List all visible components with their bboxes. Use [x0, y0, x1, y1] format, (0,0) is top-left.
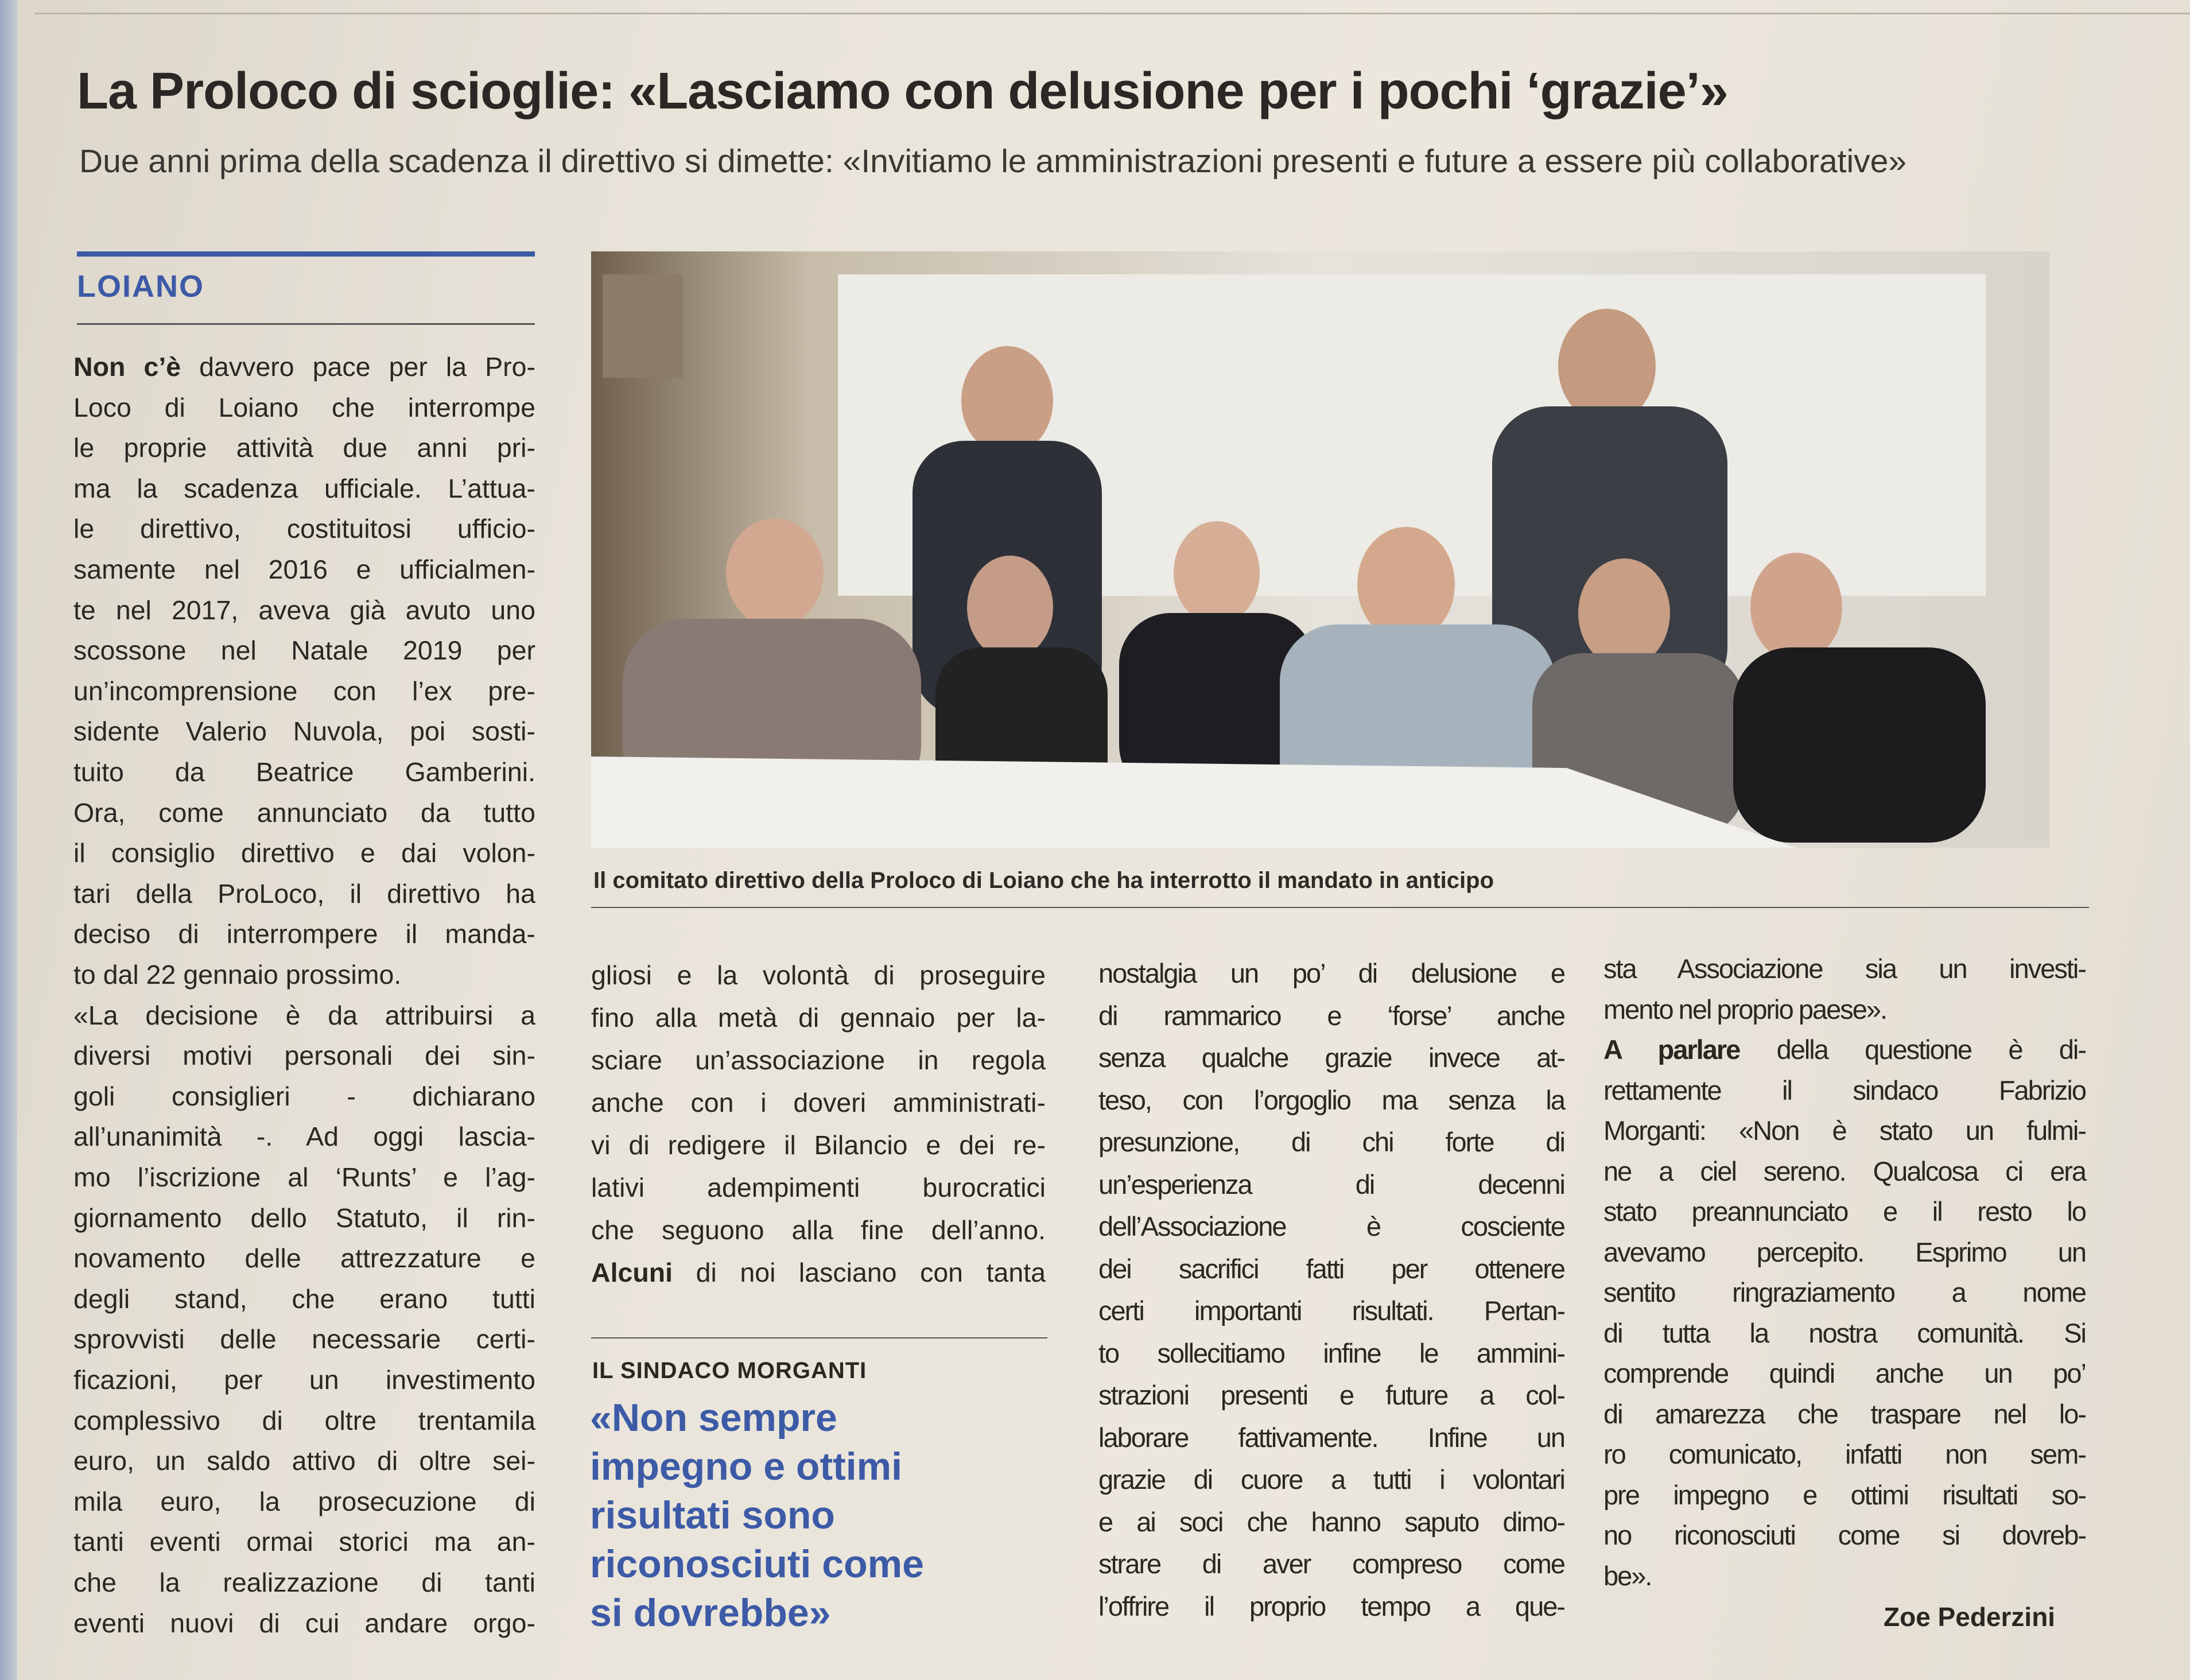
- line-text: sta Associazione sia un investi-: [1603, 953, 2086, 984]
- line-text: degli stand, che erano tutti: [73, 1283, 535, 1314]
- line-text: le direttivo, costituitosi ufficio-: [73, 514, 535, 544]
- line-text: grazie di cuore a tutti i volontari: [1098, 1464, 1564, 1495]
- line-text: di tutta la nostra comunità. Si: [1603, 1317, 2086, 1348]
- pull-quote-line: si dovrebbe»: [590, 1591, 831, 1635]
- line-text: che seguono alla fine dell’anno.: [591, 1215, 1046, 1245]
- line-text: di noi lasciano con tanta: [673, 1258, 1046, 1287]
- line-text: senza qualche grazie invece at-: [1098, 1042, 1564, 1073]
- line-text: diversi motivi personali dei sin-: [73, 1041, 535, 1071]
- line-text: dei sacrifici fatti per ottenere: [1098, 1253, 1564, 1284]
- line-text: teso, con l’orgoglio ma senza la: [1098, 1084, 1564, 1115]
- line-text: di amarezza che traspare nel lo-: [1603, 1398, 2086, 1429]
- line-text: eventi nuovi di cui andare orgo-: [73, 1608, 535, 1638]
- line-text: anche con i doveri amministrati-: [591, 1088, 1046, 1118]
- line-text: ma la scadenza ufficiale. L’attua-: [73, 473, 535, 503]
- line-text: strare di aver compreso come: [1098, 1549, 1564, 1579]
- lead-in-bold: Alcuni: [591, 1258, 673, 1287]
- line-text: laborare fattivamente. Infine un: [1098, 1422, 1564, 1453]
- line-text: stato preannunciato e il resto lo: [1603, 1196, 2086, 1227]
- line-text: dell’Associazione è cosciente: [1098, 1211, 1564, 1241]
- line-text: strazioni presenti e future a col-: [1098, 1380, 1564, 1410]
- line-text: ro comunicato, infatti non sem-: [1603, 1439, 2086, 1469]
- line-text: be».: [1603, 1560, 1652, 1591]
- line-text: presunzione, di chi forte di: [1098, 1127, 1564, 1157]
- photo-caption: Il comitato direttivo della Proloco di Loiano che ha interrotto il mandato in anticipo: [593, 868, 1494, 893]
- line-text: mila euro, la prosecuzione di: [73, 1486, 535, 1516]
- line-text: pre impegno e ottimi risultati so-: [1603, 1479, 2086, 1510]
- line-text: tuito da Beatrice Gamberini.: [73, 757, 535, 787]
- line-text: Loco di Loiano che interrompe: [73, 392, 535, 422]
- lead-in-bold: A parlare: [1603, 1034, 1740, 1065]
- line-text: goli consiglieri - dichiarano: [73, 1081, 535, 1111]
- line-text: «La decisione è da attribuirsi a: [73, 1000, 535, 1030]
- line-text: fino alla metà di gennaio per la-: [591, 1003, 1046, 1033]
- pull-quote: [590, 1394, 1061, 1638]
- line-text: della questione è di-: [1739, 1034, 2086, 1065]
- photo-plaque: [603, 274, 683, 378]
- line-text: mento nel proprio paese».: [1603, 994, 1887, 1025]
- line-text: ne a ciel sereno. Qualcosa ci era: [1603, 1155, 2086, 1186]
- subheadline: Due anni prima della scadenza il direttivo si dimette: «Invitiamo le amministrazioni presenti e future a essere più collaborative»: [79, 143, 1907, 180]
- line-text: gliosi e la volontà di proseguire: [591, 960, 1046, 990]
- line-text: tari della ProLoco, il direttivo ha: [73, 878, 535, 909]
- group-photo: [591, 251, 2049, 848]
- line-text: il consiglio direttivo e dai volon-: [73, 838, 535, 868]
- line-text: vi di redigere il Bilancio e dei re-: [591, 1130, 1046, 1160]
- line-text: certi importanti risultati. Pertan-: [1098, 1295, 1564, 1326]
- line-text: Morganti: «Non è stato un fulmi-: [1603, 1115, 2086, 1146]
- caption-divider: [591, 907, 2089, 908]
- line-text: e ai soci che hanno saputo dimo-: [1098, 1506, 1564, 1537]
- top-rule: [34, 13, 2190, 14]
- line-text: te nel 2017, aveva già avuto uno: [73, 595, 535, 625]
- sidebar-label: IL SINDACO MORGANTI: [592, 1358, 867, 1383]
- line-text: mo l’iscrizione al ‘Runts’ e l’ag-: [73, 1162, 535, 1192]
- line-text: lativi adempimenti burocratici: [591, 1173, 1046, 1202]
- line-text: no riconosciuti come si dovreb-: [1603, 1520, 2086, 1550]
- line-text: rettamente il sindaco Fabrizio: [1603, 1074, 2086, 1105]
- line-text: le proprie attività due anni pri-: [73, 433, 535, 463]
- line-text: to sollecitiamo infine le ammini-: [1098, 1337, 1564, 1368]
- line-text: novamento delle attrezzature e: [73, 1243, 535, 1274]
- line-text: scossone nel Natale 2019 per: [73, 635, 535, 666]
- line-text: un’incomprensione con l’ex pre-: [73, 676, 535, 706]
- line-text: deciso di interrompere il manda-: [73, 919, 535, 949]
- section-label: LOIANO: [77, 269, 204, 304]
- line-text: avevamo percepito. Esprimo un: [1603, 1236, 2086, 1267]
- line-text: all’unanimità -. Ad oggi lascia-: [73, 1122, 535, 1152]
- pull-quote-line: impegno e ottimi: [590, 1445, 902, 1488]
- sidebar-divider: [591, 1337, 1047, 1338]
- pull-quote-line: riconosciuti come: [590, 1542, 924, 1586]
- line-text: euro, un saldo attivo di oltre sei-: [73, 1446, 535, 1476]
- line-text: che la realizzazione di tanti: [73, 1568, 535, 1597]
- line-text: sciare un’associazione in regola: [591, 1045, 1046, 1075]
- line-text: ficazioni, per un investimento: [73, 1365, 535, 1395]
- lead-in-bold: Non c’è: [73, 352, 181, 382]
- section-divider: [77, 323, 535, 325]
- line-text: sidente Valerio Nuvola, poi sosti-: [73, 716, 535, 747]
- section-rule: [77, 251, 535, 257]
- line-text: complessivo di oltre trentamila: [73, 1405, 535, 1435]
- pull-quote-line: risultati sono: [590, 1493, 835, 1537]
- headline: La Proloco di scioglie: «Lasciamo con delusione per i pochi ‘grazie’»: [77, 63, 1728, 120]
- pull-quote-line: «Non sempre: [590, 1396, 837, 1440]
- line-text: un’esperienza di decenni: [1098, 1169, 1564, 1200]
- line-text: davvero pace per la Pro-: [181, 352, 535, 382]
- line-text: l’offrire il proprio tempo a que-: [1098, 1590, 1564, 1621]
- line-text: comprende quindi anche un po’: [1603, 1358, 2086, 1388]
- page-edge: [0, 0, 17, 1680]
- line-text: nostalgia un po’ di delusione e: [1098, 958, 1564, 988]
- line-text: sprovvisti delle necessarie certi-: [73, 1324, 535, 1355]
- line-text: Ora, come annunciato da tutto: [73, 797, 535, 828]
- line-text: sentito ringraziamento a nome: [1603, 1277, 2086, 1307]
- line-text: tanti eventi ormai storici ma an-: [73, 1527, 535, 1557]
- byline: Zoe Pederzini: [1884, 1602, 2056, 1632]
- line-text: to dal 22 gennaio prossimo.: [73, 960, 402, 990]
- line-text: di rammarico e ‘forse’ anche: [1098, 1000, 1564, 1031]
- line-text: giornamento dello Statuto, il rin-: [73, 1202, 535, 1233]
- line-text: samente nel 2016 e ufficialmen-: [73, 554, 535, 584]
